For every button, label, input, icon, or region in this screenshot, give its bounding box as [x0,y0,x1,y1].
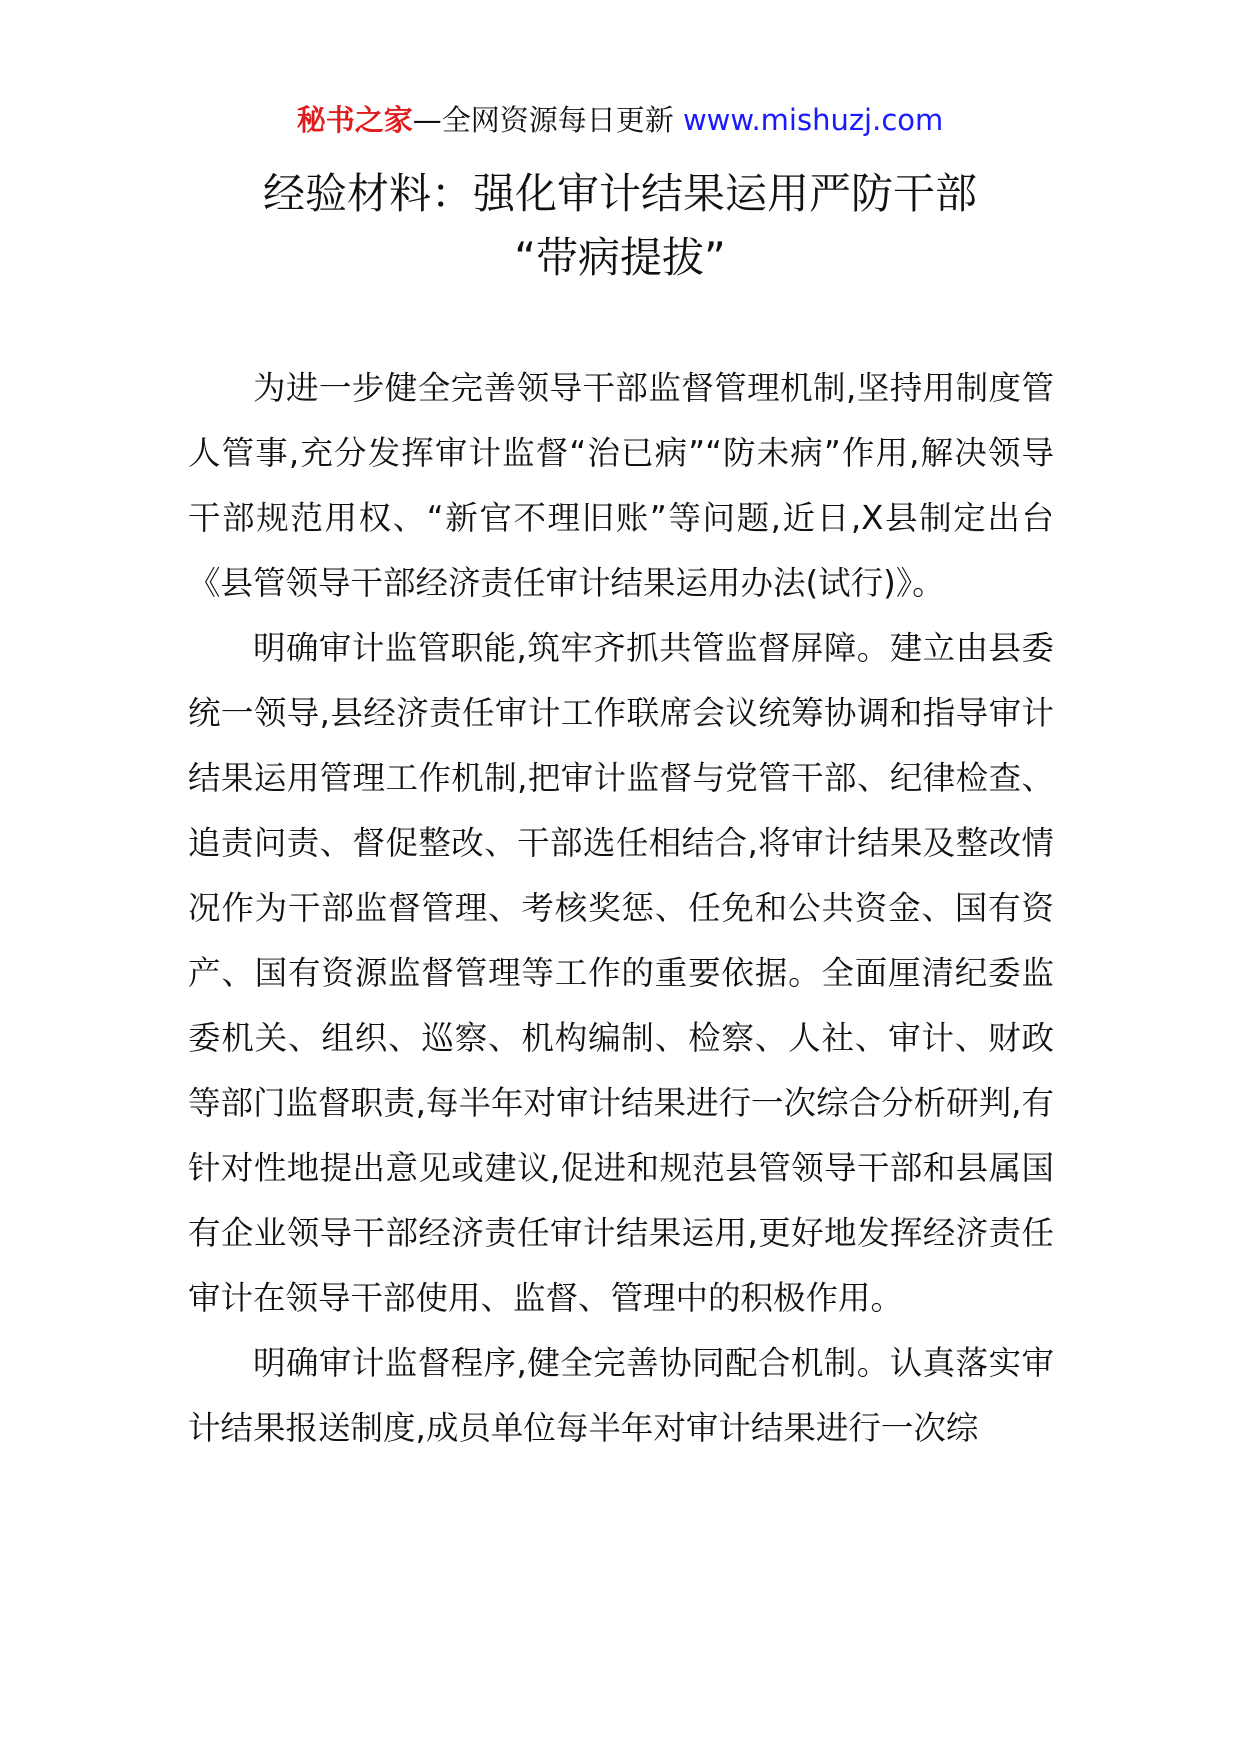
paragraph-audit-function: 明确审计监管职能,筑牢齐抓共管监督屏障。建立由县委统一领导,县经济责任审计工作联席会议统筹协调和指导审计结果运用管理工作机制,把审计监督与党管干部、纪律检查、追责问责、督促整改、干部选任相结合,将审计结果及整改情况作为干部监督管理、考核奖惩、任免和公共资金、国有资产、国有资源监督管理等工作的重要依据。全面厘清纪委监委机关、组织、巡察、机构编制、检察、人社、审计、财政等部门监督职责,每半年对审计结果进行一次综合分析研判,有针对性地提出意见或建议,促进和规范县管领导干部和县属国有企业领导干部经济责任审计结果运用,更好地发挥经济责任审计在领导干部使用、监督、管理中的积极作用。 [188,629,1054,1317]
site-header [0,100,1240,140]
title-line-2: “带病提拔” [514,233,726,282]
site-brand: 秘书之家 [296,103,413,137]
title-line-1: 经验材料：强化审计结果运用严防干部 [262,169,977,218]
paragraph-intro: 为进一步健全完善领导干部监督管理机制,坚持用制度管人管事,充分发挥审计监督“治已病”“防未病”作用,解决领导干部规范用权、“新官不理旧账”等问题,近日,X县制定出台《县管领导干部经济责任审计结果运用办法(试行)》。 [188,369,1054,602]
site-tagline: —全网资源每日更新 [412,103,683,137]
site-url[interactable]: www.mishuzj.com [682,103,944,137]
document-body [188,356,1054,1461]
paragraph-audit-procedure: 明确审计监督程序,健全完善协同配合机制。认真落实审计结果报送制度,成员单位每半年对审计结果进行一次综 [188,1344,1054,1447]
document-title [0,162,1240,290]
